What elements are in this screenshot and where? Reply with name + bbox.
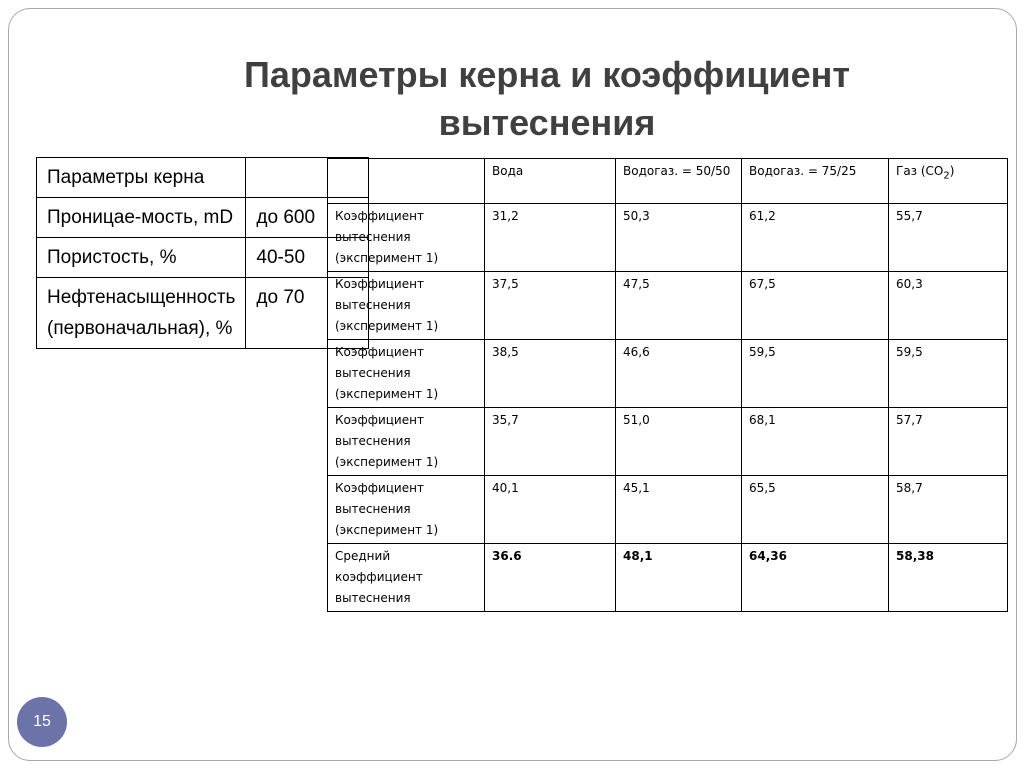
- cell-value: 68,1: [742, 408, 889, 476]
- cell-value: 51,0: [616, 408, 742, 476]
- cell-value: 67,5: [742, 272, 889, 340]
- cell-value: 59,5: [889, 340, 1008, 408]
- row-label: Коэффициент вытеснения (эксперимент 1): [328, 476, 485, 544]
- core-parameters-table: [36, 157, 369, 349]
- slide-frame: [8, 8, 1017, 761]
- column-header-wag-50-50: Водогаз. = 50/50: [616, 159, 742, 204]
- row-label: Средний коэффициент вытеснения: [328, 544, 485, 612]
- table-row: [37, 158, 369, 198]
- column-header-gas-co2: [889, 159, 1008, 204]
- cell-value: 58,7: [889, 476, 1008, 544]
- param-label: Пористость, %: [37, 238, 246, 278]
- gas-label: Газ (CO: [896, 164, 944, 178]
- displacement-results-table: [327, 158, 1008, 612]
- table-row: [328, 272, 1008, 340]
- table-row-average: [328, 544, 1008, 612]
- cell-value: 37,5: [485, 272, 616, 340]
- slide-title: [159, 51, 935, 147]
- param-value: 40-50: [246, 238, 369, 278]
- param-label: Нефтенасыщенность (первоначальная), %: [37, 278, 246, 349]
- row-label: Коэффициент вытеснения (эксперимент 1): [328, 204, 485, 272]
- page-number-badge: 15: [17, 697, 67, 747]
- cell-value: 31,2: [485, 204, 616, 272]
- cell-value: 55,7: [889, 204, 1008, 272]
- cell-value: 65,5: [742, 476, 889, 544]
- table-row: [37, 278, 369, 349]
- average-value: 48,1: [616, 544, 742, 612]
- row-label: Коэффициент вытеснения (эксперимент 1): [328, 408, 485, 476]
- param-label: Параметры керна: [37, 158, 246, 198]
- param-value: до 70: [246, 278, 369, 349]
- cell-value: 59,5: [742, 340, 889, 408]
- average-value: 64,36: [742, 544, 889, 612]
- table-row: [37, 238, 369, 278]
- cell-value: 47,5: [616, 272, 742, 340]
- param-label: Проницае-мость, mD: [37, 198, 246, 238]
- table-row: [328, 204, 1008, 272]
- cell-value: 57,7: [889, 408, 1008, 476]
- table-row: [328, 340, 1008, 408]
- table-row: [37, 198, 369, 238]
- cell-value: 35,7: [485, 408, 616, 476]
- param-value: до 600: [246, 198, 369, 238]
- row-label: Коэффициент вытеснения (эксперимент 1): [328, 340, 485, 408]
- column-header-water: Вода: [485, 159, 616, 204]
- gas-subscript: 2: [943, 170, 950, 182]
- average-value: 36.6: [485, 544, 616, 612]
- column-header: [328, 159, 485, 204]
- average-value: 58,38: [889, 544, 1008, 612]
- table-row: [328, 408, 1008, 476]
- gas-label-close: ): [949, 164, 955, 178]
- cell-value: 60,3: [889, 272, 1008, 340]
- slide-title-line-1: Параметры керна и коэффициент: [243, 54, 851, 95]
- cell-value: 61,2: [742, 204, 889, 272]
- cell-value: 38,5: [485, 340, 616, 408]
- cell-value: 45,1: [616, 476, 742, 544]
- row-label: Коэффициент вытеснения (эксперимент 1): [328, 272, 485, 340]
- cell-value: 40,1: [485, 476, 616, 544]
- cell-value: 46,6: [616, 340, 742, 408]
- column-header-wag-75-25: Водогаз. = 75/25: [742, 159, 889, 204]
- table-row: [328, 476, 1008, 544]
- table-header-row: [328, 159, 1008, 204]
- cell-value: 50,3: [616, 204, 742, 272]
- slide-title-line-2: вытеснения: [438, 102, 656, 143]
